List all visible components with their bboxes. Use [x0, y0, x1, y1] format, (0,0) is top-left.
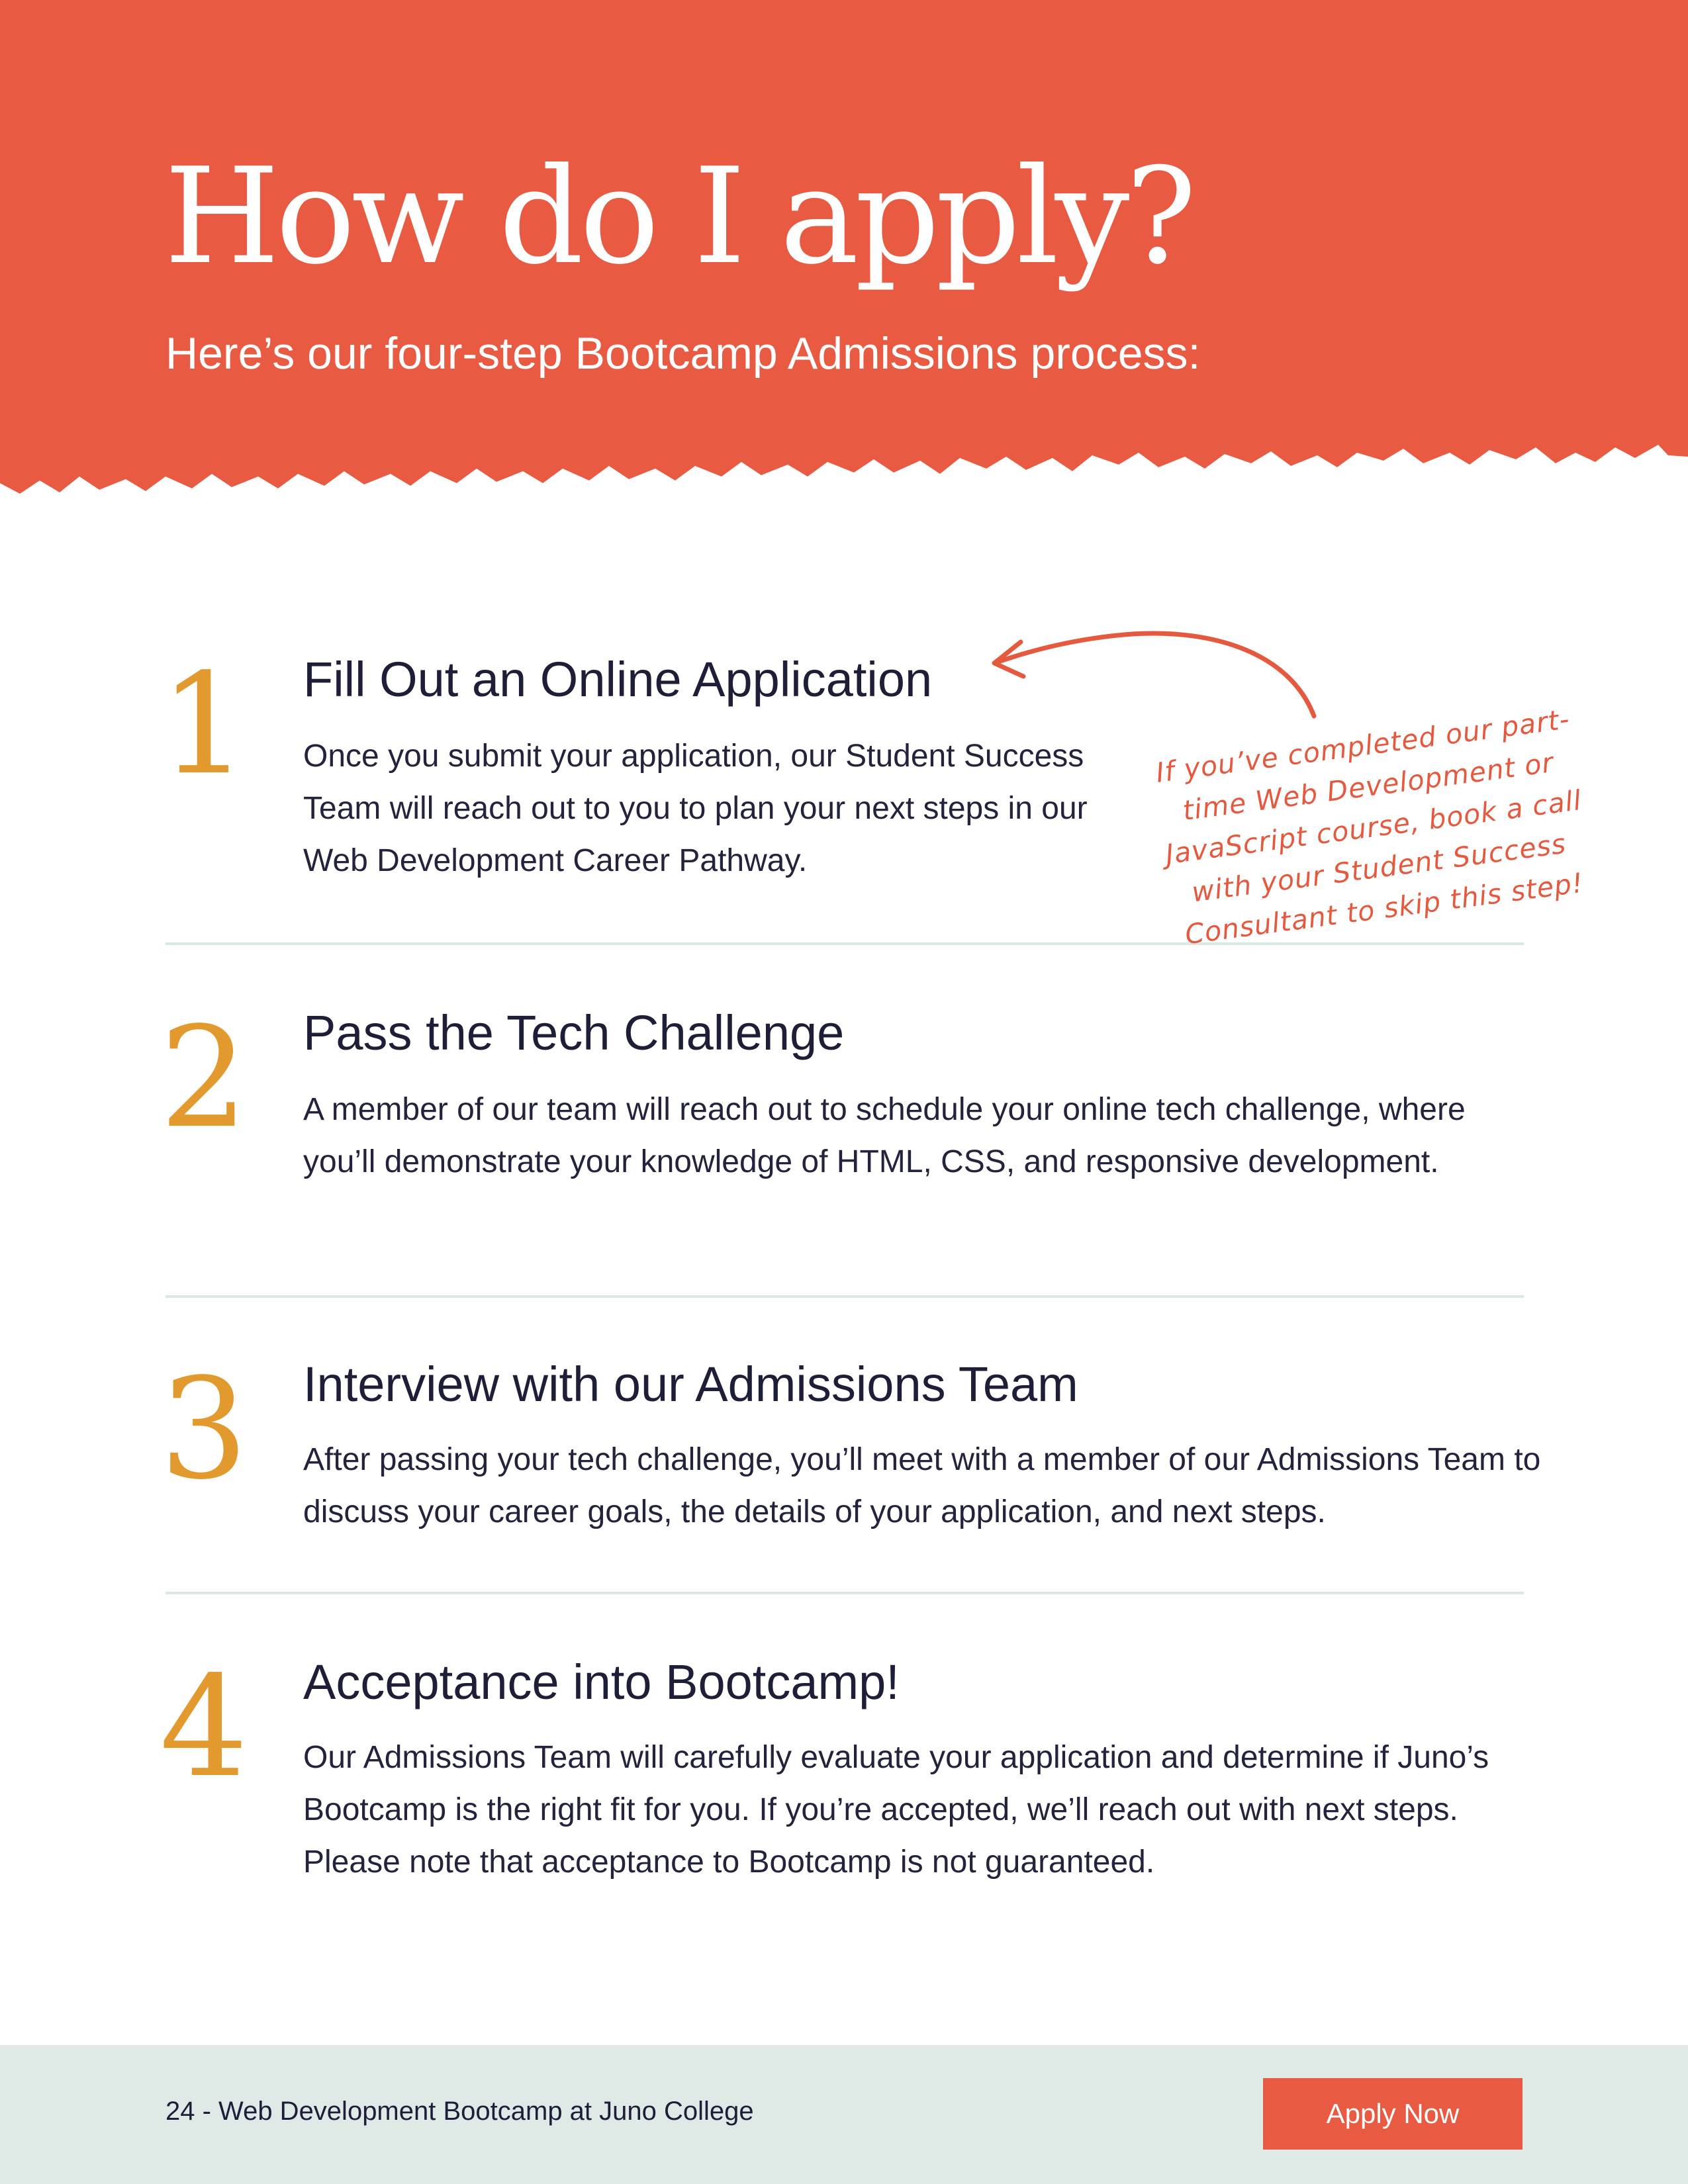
page-title: How do I apply? — [164, 140, 1193, 294]
handwritten-note: If you’ve completed our part-time Web Development or JavaScript course, book a call with your Student Success Consultant to skip this step! — [1154, 703, 1585, 951]
divider — [165, 1592, 1524, 1594]
divider — [165, 1295, 1524, 1298]
step-number: 2 — [160, 997, 248, 1159]
step-body: Once you submit your application, our Student Success Team will reach out to you to plan your next steps in our Web Development Career Pathway. — [303, 739, 1088, 878]
step-title: Interview with our Admissions Team — [303, 1357, 1078, 1412]
step-body: After passing your tech challenge, you’ll meet with a member of our Admissions Team to discuss your career goals, the details of your application, and next steps. — [303, 1442, 1541, 1529]
step-title: Pass the Tech Challenge — [303, 1005, 845, 1060]
step-number: 1 — [160, 643, 248, 805]
step-body: Our Admissions Team will carefully evaluate your application and determine if Juno’s Bootcamp is the right fit for you. If you’re accepted, we’ll reach out with next steps. Please note that acceptance to Bootcamp is not guaranteed. — [303, 1740, 1489, 1880]
footer-page-label: 24 - Web Development Bootcamp at Juno College — [165, 2097, 754, 2126]
step-body: A member of our team will reach out to schedule your online tech challenge, where you’ll demonstrate your knowledge of HTML, CSS, and responsive development. — [303, 1092, 1466, 1179]
header-banner — [0, 0, 1688, 529]
divider — [165, 942, 1524, 945]
step-title: Fill Out an Online Application — [303, 652, 933, 707]
footer — [0, 2045, 1688, 2184]
apply-now-button[interactable]: Apply Now — [1263, 2078, 1523, 2150]
step-number: 3 — [160, 1348, 248, 1510]
page-subtitle: Here’s our four-step Bootcamp Admissions process: — [165, 328, 1201, 379]
step-title: Acceptance into Bootcamp! — [303, 1655, 900, 1709]
step-number: 4 — [160, 1646, 248, 1808]
curved-arrow-icon — [980, 615, 1324, 728]
